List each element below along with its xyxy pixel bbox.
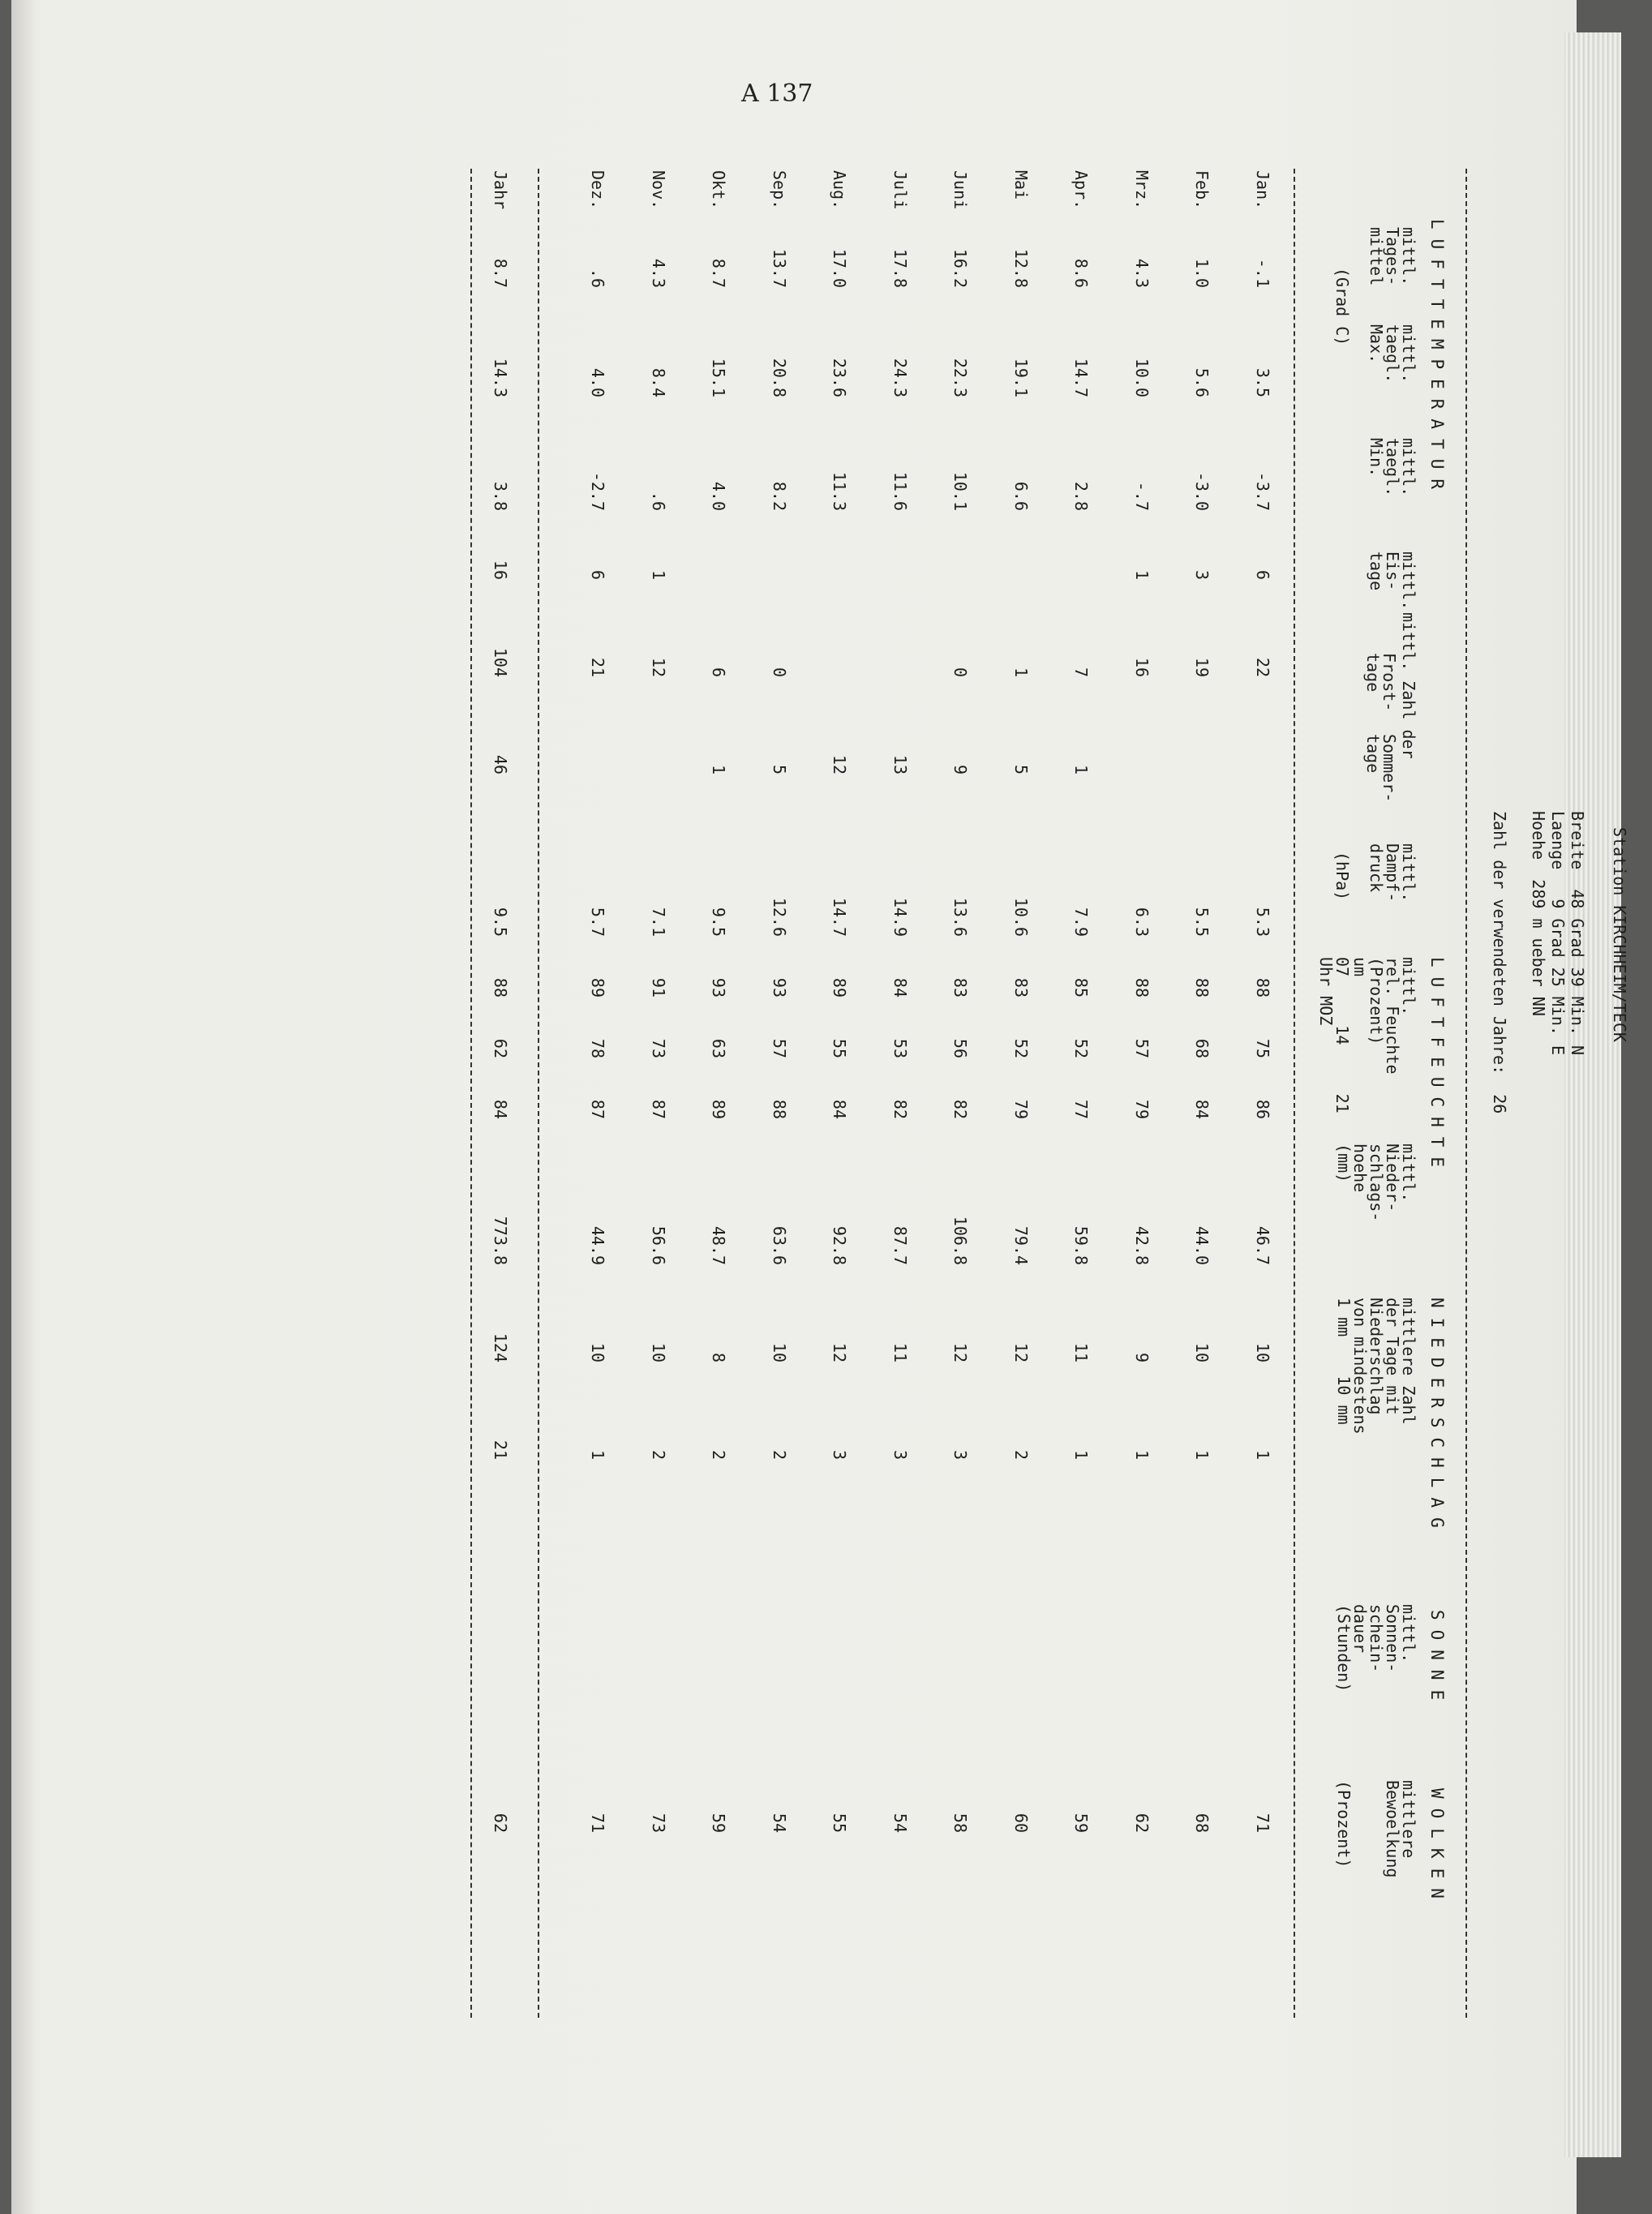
- cell-feb-frost: 19: [1192, 657, 1212, 677]
- cell-juni-damp: 13.6: [950, 897, 971, 937]
- cell-juni-bew: 58: [950, 1813, 971, 1833]
- cell-mrz-damp: 6.3: [1132, 907, 1152, 937]
- header-niederschlagstage: mittlere Zahl der Tage mit Niederschlag von mindestens 1 mm 10 mm: [1334, 1298, 1418, 1435]
- cell-okt-sommer: 1: [709, 764, 729, 774]
- cell-juni-f21: 82: [950, 1099, 971, 1119]
- cell-apr-tm: 8.6: [1071, 258, 1092, 288]
- cell-sep-n10: 2: [770, 1449, 789, 1460]
- cell-juni-nh: 106.8: [950, 1216, 971, 1265]
- cell-aug-bew: 55: [830, 1813, 850, 1833]
- cell-sep-tm: 13.7: [770, 248, 789, 288]
- header-zahl-der: mittl. Zahl der: [1399, 612, 1418, 759]
- cell-jahr-f14: 62: [491, 1038, 510, 1058]
- cell-jan-f14: 75: [1253, 1038, 1272, 1058]
- cell-apr-frost: 7: [1071, 667, 1092, 677]
- group-luftfeuchte: LUFTFEUCHTE: [1427, 957, 1447, 1178]
- cell-okt-f07: 93: [709, 977, 729, 998]
- cell-nov-f14: 73: [649, 1038, 668, 1058]
- cell-jahr-frost: 104: [491, 647, 510, 677]
- cell-mrz-n1: 9: [1132, 1352, 1152, 1362]
- cell-mai-f07: 83: [1011, 977, 1031, 998]
- cell-aug-f21: 84: [830, 1099, 850, 1119]
- cell-dez-n1: 10: [588, 1342, 608, 1362]
- cell-mai-bew: 60: [1011, 1813, 1031, 1833]
- header-dampfdruck: mittl. Dampf- druck: [1367, 843, 1418, 903]
- cell-dez-f14: 78: [588, 1038, 608, 1058]
- cell-okt-m: Okt.: [709, 170, 729, 210]
- cell-mrz-f14: 57: [1132, 1038, 1152, 1058]
- cell-apr-nh: 59.8: [1071, 1225, 1092, 1265]
- cell-okt-n1: 8: [709, 1352, 729, 1362]
- cell-jahr-n1: 124: [491, 1332, 510, 1362]
- page-number: A 137: [741, 79, 813, 108]
- cell-jan-bew: 71: [1253, 1813, 1272, 1833]
- cell-jan-f07: 88: [1253, 977, 1272, 998]
- cell-mai-sommer: 5: [1011, 764, 1031, 774]
- cell-aug-nh: 92.8: [830, 1225, 850, 1265]
- cell-sep-bew: 54: [770, 1813, 789, 1833]
- cell-mrz-m: Mrz.: [1132, 170, 1152, 210]
- cell-jahr-m: Jahr: [491, 170, 510, 210]
- cell-juni-tm: 16.2: [950, 248, 971, 288]
- cell-nov-min: .6: [649, 491, 668, 511]
- cell-mrz-nh: 42.8: [1132, 1225, 1152, 1265]
- header-min: mittl. taegl. Min.: [1367, 438, 1418, 497]
- cell-feb-tm: 1.0: [1192, 258, 1212, 288]
- group-wolken: WOLKEN: [1427, 1788, 1447, 1908]
- cell-sep-damp: 12.6: [770, 897, 789, 937]
- cell-jan-m: Jan.: [1253, 170, 1272, 210]
- cell-feb-f14: 68: [1192, 1038, 1212, 1058]
- cell-dez-bew: 71: [588, 1813, 608, 1833]
- cell-okt-tm: 8.7: [709, 258, 729, 288]
- header-frosttage: Frost- tage: [1363, 653, 1399, 712]
- cell-mrz-bew: 62: [1132, 1813, 1152, 1833]
- cell-aug-n1: 12: [830, 1342, 850, 1362]
- cell-jahr-eis: 16: [491, 560, 510, 580]
- cell-juni-max: 22.3: [950, 358, 971, 397]
- cell-aug-tm: 17.0: [830, 248, 850, 288]
- cell-jahr-n10: 21: [491, 1440, 510, 1460]
- cell-juni-min: 10.1: [950, 471, 971, 511]
- cell-mrz-eis: 1: [1132, 569, 1152, 580]
- cell-apr-f21: 77: [1071, 1099, 1092, 1119]
- cell-jan-nh: 46.7: [1253, 1225, 1272, 1265]
- cell-mai-f14: 52: [1011, 1038, 1031, 1058]
- cell-sep-nh: 63.6: [770, 1225, 789, 1265]
- cell-sep-min: 8.2: [770, 481, 789, 511]
- cell-mai-damp: 10.6: [1011, 897, 1031, 937]
- cell-apr-bew: 59: [1071, 1813, 1092, 1833]
- cell-mai-f21: 79: [1011, 1099, 1031, 1119]
- cell-jahr-tm: 8.7: [491, 258, 510, 288]
- cell-aug-sommer: 12: [830, 754, 850, 774]
- cell-feb-nh: 44.0: [1192, 1225, 1212, 1265]
- header-sonnenscheindauer: mittl. Sonnen- schein- dauer (Stunden): [1334, 1604, 1418, 1693]
- cell-aug-f14: 55: [830, 1038, 850, 1058]
- cell-mai-min: 6.6: [1011, 481, 1031, 511]
- header-max: mittl. taegl. Max.: [1367, 324, 1418, 384]
- cell-okt-nh: 48.7: [709, 1225, 729, 1265]
- cell-okt-max: 15.1: [709, 358, 729, 397]
- cell-juli-m: Juli: [890, 170, 910, 210]
- cell-feb-n10: 1: [1192, 1449, 1212, 1460]
- header-niederschlagshoehe: mittl. Nieder- schlags- hoehe (mm): [1334, 1143, 1418, 1222]
- cell-sep-f07: 93: [770, 977, 789, 998]
- cell-mrz-f07: 88: [1132, 977, 1152, 998]
- cell-okt-damp: 9.5: [709, 907, 729, 937]
- cell-mai-nh: 79.4: [1011, 1225, 1031, 1265]
- cell-dez-m: Dez.: [588, 170, 608, 210]
- cell-feb-n1: 10: [1192, 1342, 1212, 1362]
- cell-apr-f14: 52: [1071, 1038, 1092, 1058]
- cell-apr-min: 2.8: [1071, 481, 1092, 511]
- station-longitude: Laenge 9 Grad 25 Min. E: [1548, 811, 1568, 1056]
- header-eistage: mittl. Eis- tage: [1367, 551, 1418, 611]
- cell-mrz-frost: 16: [1132, 657, 1152, 677]
- cell-jahr-f21: 84: [491, 1099, 510, 1119]
- cell-apr-n1: 11: [1071, 1342, 1092, 1362]
- cell-jahr-f07: 88: [491, 977, 510, 998]
- header-uhr-moz: 07 14 21 Uhr MOZ: [1316, 957, 1352, 1113]
- cell-juli-min: 11.6: [890, 471, 910, 511]
- table-top-rule: [1465, 169, 1467, 2018]
- cell-juli-damp: 14.9: [890, 897, 910, 937]
- cell-okt-f14: 63: [709, 1038, 729, 1058]
- header-bewoelkung: mittlere Bewoelkung (Prozent): [1334, 1780, 1418, 1878]
- cell-sep-frost: 0: [770, 667, 789, 677]
- cell-juni-m: Juni: [950, 170, 971, 210]
- cell-feb-m: Feb.: [1192, 170, 1212, 210]
- cell-dez-max: 4.0: [588, 367, 608, 397]
- rotated-climate-table: [95, 0, 1652, 2037]
- cell-feb-f07: 88: [1192, 977, 1212, 998]
- cell-juli-max: 24.3: [890, 358, 910, 397]
- cell-dez-damp: 5.7: [588, 907, 608, 937]
- cell-nov-f07: 91: [649, 977, 668, 998]
- cell-nov-m: Nov.: [649, 170, 668, 210]
- header-tagesmittel: mittl. Tages- mittel: [1367, 227, 1418, 286]
- cell-dez-tm: .6: [588, 268, 608, 288]
- cell-sep-max: 20.8: [770, 358, 789, 397]
- table-bottom-rule: [470, 169, 472, 2018]
- cell-apr-max: 14.7: [1071, 358, 1092, 397]
- cell-nov-max: 8.4: [649, 367, 668, 397]
- cell-okt-f21: 89: [709, 1099, 729, 1119]
- cell-dez-f07: 89: [588, 977, 608, 998]
- cell-jan-damp: 5.3: [1253, 907, 1272, 937]
- header-rule: [1294, 169, 1295, 2018]
- cell-juli-f14: 53: [890, 1038, 910, 1058]
- cell-nov-bew: 73: [649, 1813, 668, 1833]
- cell-okt-bew: 59: [709, 1813, 729, 1833]
- cell-feb-max: 5.6: [1192, 367, 1212, 397]
- cell-jahr-nh: 773.8: [491, 1216, 510, 1265]
- cell-nov-frost: 12: [649, 657, 668, 677]
- cell-juli-nh: 87.7: [890, 1225, 910, 1265]
- cell-nov-eis: 1: [649, 569, 668, 580]
- cell-mai-m: Mai: [1011, 170, 1031, 200]
- cell-juli-f21: 82: [890, 1099, 910, 1119]
- group-sonne: SONNE: [1427, 1610, 1447, 1710]
- cell-dez-frost: 21: [588, 657, 608, 677]
- cell-nov-n10: 2: [649, 1449, 668, 1460]
- header-grad-c: (Grad C): [1332, 268, 1352, 346]
- header-sommertage: Sommer- tage: [1363, 734, 1399, 803]
- cell-sep-f14: 57: [770, 1038, 789, 1058]
- cell-jan-min: -3.7: [1253, 471, 1272, 511]
- group-niederschlag: NIEDERSCHLAG: [1427, 1298, 1447, 1538]
- cell-juli-sommer: 13: [890, 754, 910, 774]
- cell-apr-m: Apr.: [1071, 170, 1092, 210]
- cell-juli-n10: 3: [890, 1449, 910, 1460]
- cell-mai-tm: 12.8: [1011, 248, 1031, 288]
- cell-aug-max: 23.6: [830, 358, 850, 397]
- cell-mai-frost: 1: [1011, 667, 1031, 677]
- cell-mrz-min: -.7: [1132, 481, 1152, 511]
- cell-jahr-min: 3.8: [491, 481, 510, 511]
- cell-okt-n10: 2: [709, 1449, 729, 1460]
- group-lufttemperatur: LUFTTEMPERATUR: [1427, 219, 1447, 500]
- cell-jan-eis: 6: [1253, 569, 1272, 580]
- cell-feb-eis: 3: [1192, 569, 1212, 580]
- cell-juli-f07: 84: [890, 977, 910, 998]
- header-rel-feuchte: mittl. rel. Feuchte (Prozent) um: [1350, 957, 1418, 1075]
- cell-feb-f21: 84: [1192, 1099, 1212, 1119]
- cell-jahr-max: 14.3: [491, 358, 510, 397]
- cell-jan-frost: 22: [1253, 657, 1272, 677]
- cell-dez-n10: 1: [588, 1449, 608, 1460]
- cell-juli-tm: 17.8: [890, 248, 910, 288]
- cell-aug-damp: 14.7: [830, 897, 850, 937]
- cell-sep-n1: 10: [770, 1342, 789, 1362]
- cell-juni-frost: 0: [950, 667, 971, 677]
- cell-okt-frost: 6: [709, 667, 729, 677]
- cell-jan-tm: -.1: [1253, 258, 1272, 288]
- cell-mrz-n10: 1: [1132, 1449, 1152, 1460]
- cell-juni-sommer: 9: [950, 764, 971, 774]
- cell-mai-n1: 12: [1011, 1342, 1031, 1362]
- cell-juni-n1: 12: [950, 1342, 971, 1362]
- station-latitude: Breite 48 Grad 39 Min. N: [1568, 811, 1587, 1056]
- year-rule: [538, 169, 539, 2018]
- cell-feb-bew: 68: [1192, 1813, 1212, 1833]
- cell-jan-n1: 10: [1253, 1342, 1272, 1362]
- cell-mrz-tm: 4.3: [1132, 258, 1152, 288]
- station-altitude: Hoehe 289 m ueber NN: [1529, 811, 1548, 1016]
- cell-okt-min: 4.0: [709, 481, 729, 511]
- cell-feb-min: -3.0: [1192, 471, 1212, 511]
- cell-nov-f21: 87: [649, 1099, 668, 1119]
- cell-juni-f14: 56: [950, 1038, 971, 1058]
- cell-dez-min: -2.7: [588, 471, 608, 511]
- cell-aug-m: Aug.: [830, 170, 850, 210]
- cell-jahr-bew: 62: [491, 1813, 510, 1833]
- cell-dez-nh: 44.9: [588, 1225, 608, 1265]
- cell-sep-m: Sep.: [770, 170, 789, 210]
- cell-aug-min: 11.3: [830, 471, 850, 511]
- cell-aug-f07: 89: [830, 977, 850, 998]
- cell-juli-bew: 54: [890, 1813, 910, 1833]
- cell-jahr-sommer: 46: [491, 754, 510, 774]
- years-used-label: Zahl der verwendeten Jahre: 26: [1490, 811, 1509, 1114]
- cell-mai-n10: 2: [1011, 1449, 1031, 1460]
- cell-jahr-damp: 9.5: [491, 907, 510, 937]
- cell-aug-n10: 3: [830, 1449, 850, 1460]
- cell-sep-sommer: 5: [770, 764, 789, 774]
- page-gutter: [11, 0, 36, 2214]
- cell-nov-n1: 10: [649, 1342, 668, 1362]
- cell-mrz-max: 10.0: [1132, 358, 1152, 397]
- cell-nov-tm: 4.3: [649, 258, 668, 288]
- cell-mai-max: 19.1: [1011, 358, 1031, 397]
- cell-apr-damp: 7.9: [1071, 907, 1092, 937]
- cell-dez-f21: 87: [588, 1099, 608, 1119]
- cell-mrz-f21: 79: [1132, 1099, 1152, 1119]
- cell-jan-f21: 86: [1253, 1099, 1272, 1119]
- cell-feb-damp: 5.5: [1192, 907, 1212, 937]
- cell-apr-n10: 1: [1071, 1449, 1092, 1460]
- cell-nov-nh: 56.6: [649, 1225, 668, 1265]
- cell-jan-n10: 1: [1253, 1449, 1272, 1460]
- cell-apr-sommer: 1: [1071, 764, 1092, 774]
- cell-jan-max: 3.5: [1253, 367, 1272, 397]
- cell-sep-f21: 88: [770, 1099, 789, 1119]
- cell-apr-f07: 85: [1071, 977, 1092, 998]
- cell-juli-n1: 11: [890, 1342, 910, 1362]
- cell-dez-eis: 6: [588, 569, 608, 580]
- cell-nov-damp: 7.1: [649, 907, 668, 937]
- station-title: Station KIRCHHEIM/TECK: [1610, 827, 1629, 1042]
- cell-juni-f07: 83: [950, 977, 971, 998]
- header-hpa: (hPa): [1332, 852, 1352, 901]
- cell-juni-n10: 3: [950, 1449, 971, 1460]
